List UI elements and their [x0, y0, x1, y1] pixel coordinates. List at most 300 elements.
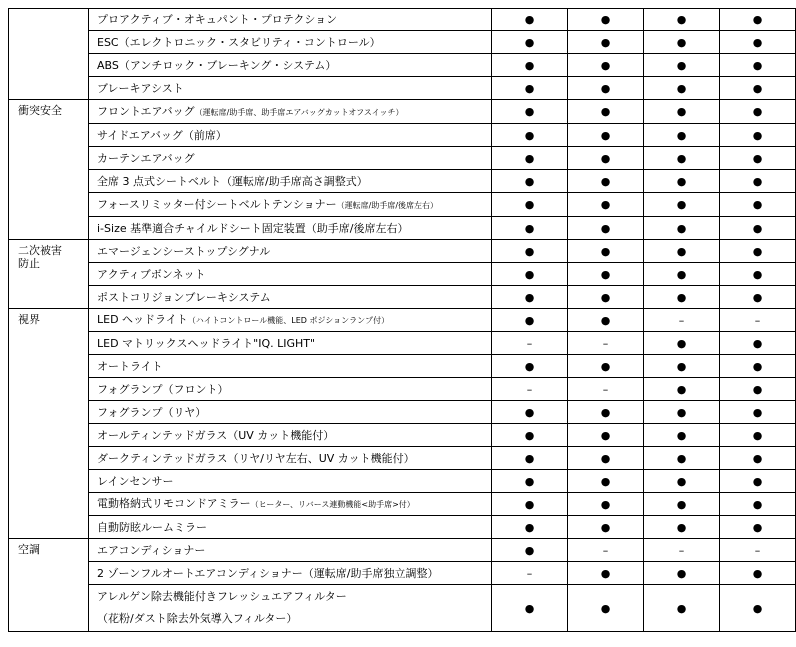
- table-row: [9, 424, 796, 447]
- feature-label: フォグランプ（フロント）: [97, 382, 229, 396]
- dash-icon: –: [602, 543, 609, 557]
- filled-dot-icon: ●: [676, 244, 687, 258]
- feature-cell: [89, 9, 492, 31]
- filled-dot-icon: ●: [676, 267, 687, 281]
- feature-label-line2: （花粉/ダスト除去外気導入フィルター）: [97, 612, 298, 625]
- category-label: 二次被害: [18, 244, 62, 257]
- availability-cell: [568, 309, 644, 332]
- filled-dot-icon: ●: [600, 221, 611, 235]
- feature-cell: [89, 332, 492, 355]
- feature-cell: [89, 424, 492, 447]
- availability-cell: [720, 562, 796, 585]
- feature-note: （ヒーター、リバース連動機能<助手席>付）: [250, 500, 415, 509]
- availability-cell: [492, 77, 568, 100]
- feature-cell: [89, 585, 492, 632]
- feature-label: アクティブボンネット: [97, 267, 206, 281]
- availability-cell: [720, 240, 796, 263]
- filled-dot-icon: ●: [752, 151, 763, 165]
- filled-dot-icon: ●: [600, 428, 611, 442]
- filled-dot-icon: ●: [600, 359, 611, 373]
- filled-dot-icon: ●: [600, 105, 611, 118]
- filled-dot-icon: ●: [524, 35, 535, 49]
- feature-note: （運転席/助手席、助手席エアバッグカットオフスイッチ）: [194, 107, 404, 117]
- feature-cell: [89, 54, 492, 77]
- filled-dot-icon: ●: [524, 13, 535, 26]
- filled-dot-icon: ●: [752, 81, 763, 95]
- filled-dot-icon: ●: [524, 601, 535, 615]
- availability-cell: [568, 170, 644, 193]
- availability-cell: [720, 9, 796, 31]
- feature-cell: [89, 309, 492, 332]
- availability-cell: [644, 470, 720, 493]
- filled-dot-icon: ●: [752, 428, 763, 442]
- feature-label: フォースリミッター付シートベルトテンショナー: [97, 197, 337, 211]
- feature-cell: [89, 493, 492, 516]
- availability-cell: [644, 124, 720, 147]
- feature-label: エマージェンシーストップシグナル: [97, 244, 271, 258]
- filled-dot-icon: ●: [524, 313, 535, 327]
- feature-cell: [89, 240, 492, 263]
- category-label: 衝突安全: [18, 104, 62, 117]
- filled-dot-icon: ●: [752, 520, 763, 534]
- filled-dot-icon: ●: [752, 13, 763, 26]
- availability-cell: [492, 240, 568, 263]
- filled-dot-icon: ●: [676, 566, 687, 580]
- availability-cell: [644, 447, 720, 470]
- availability-cell: [720, 516, 796, 539]
- feature-label: レインセンサー: [97, 474, 174, 488]
- table-row: [9, 493, 796, 516]
- availability-cell: [492, 100, 568, 124]
- availability-cell: [568, 263, 644, 286]
- filled-dot-icon: ●: [676, 497, 687, 511]
- filled-dot-icon: ●: [524, 520, 535, 534]
- availability-cell: [644, 263, 720, 286]
- availability-cell: [568, 31, 644, 54]
- filled-dot-icon: ●: [676, 198, 687, 211]
- availability-cell: [644, 77, 720, 100]
- availability-cell: [492, 424, 568, 447]
- table-row: [9, 263, 796, 286]
- availability-cell: [492, 124, 568, 147]
- filled-dot-icon: ●: [524, 359, 535, 373]
- dash-icon: –: [678, 543, 685, 557]
- filled-dot-icon: ●: [524, 290, 535, 304]
- availability-cell: [492, 309, 568, 332]
- availability-cell: [568, 493, 644, 516]
- feature-label: LED ヘッドライト: [97, 313, 188, 326]
- table-row: [9, 100, 796, 124]
- availability-cell: [492, 31, 568, 54]
- filled-dot-icon: ●: [676, 105, 687, 118]
- availability-cell: [644, 9, 720, 31]
- table-row: [9, 77, 796, 100]
- filled-dot-icon: ●: [524, 474, 535, 488]
- availability-cell: [720, 100, 796, 124]
- filled-dot-icon: ●: [752, 601, 763, 615]
- availability-cell: [720, 401, 796, 424]
- filled-dot-icon: ●: [752, 382, 763, 396]
- availability-cell: [720, 447, 796, 470]
- table-row: [9, 585, 796, 632]
- filled-dot-icon: ●: [524, 497, 535, 511]
- availability-cell: [720, 424, 796, 447]
- table-row: [9, 170, 796, 193]
- availability-cell: [720, 286, 796, 309]
- availability-cell: [644, 585, 720, 632]
- filled-dot-icon: ●: [676, 520, 687, 534]
- availability-cell: [492, 585, 568, 632]
- availability-cell: [568, 516, 644, 539]
- availability-cell: [644, 401, 720, 424]
- filled-dot-icon: ●: [676, 336, 687, 350]
- filled-dot-icon: ●: [600, 267, 611, 281]
- filled-dot-icon: ●: [524, 128, 535, 142]
- table-row: [9, 562, 796, 585]
- availability-cell: [568, 147, 644, 170]
- filled-dot-icon: ●: [676, 290, 687, 304]
- filled-dot-icon: ●: [676, 601, 687, 615]
- availability-cell: [720, 147, 796, 170]
- filled-dot-icon: ●: [600, 497, 611, 511]
- availability-cell: [568, 539, 644, 562]
- availability-cell: [492, 447, 568, 470]
- feature-label: 全席 3 点式シートベルト（運転席/助手席高さ調整式）: [97, 174, 368, 188]
- table-row: [9, 217, 796, 240]
- availability-cell: [720, 124, 796, 147]
- filled-dot-icon: ●: [524, 543, 535, 557]
- availability-cell: [568, 124, 644, 147]
- table-row: [9, 447, 796, 470]
- availability-cell: [568, 193, 644, 217]
- feature-label: ダークティンテッドガラス（リヤ/リヤ左右、UV カット機能付）: [97, 451, 415, 465]
- availability-cell: [720, 309, 796, 332]
- spec-table-body: [9, 9, 796, 632]
- filled-dot-icon: ●: [600, 198, 611, 211]
- filled-dot-icon: ●: [600, 566, 611, 580]
- availability-cell: [644, 378, 720, 401]
- feature-label: プロアクティブ・オキュパント・プロテクション: [97, 13, 338, 26]
- availability-cell: [644, 170, 720, 193]
- availability-cell: [720, 355, 796, 378]
- availability-cell: [492, 562, 568, 585]
- filled-dot-icon: ●: [676, 35, 687, 49]
- filled-dot-icon: ●: [676, 359, 687, 373]
- availability-cell: [568, 77, 644, 100]
- availability-cell: [568, 585, 644, 632]
- dash-icon: –: [526, 382, 533, 396]
- availability-cell: [492, 263, 568, 286]
- filled-dot-icon: ●: [676, 428, 687, 442]
- availability-cell: [720, 31, 796, 54]
- availability-cell: [720, 77, 796, 100]
- availability-cell: [644, 240, 720, 263]
- feature-note: （ハイトコントロール機能、LED ポジションランプ付）: [187, 316, 390, 325]
- availability-cell: [568, 9, 644, 31]
- table-row: [9, 401, 796, 424]
- availability-cell: [720, 585, 796, 632]
- availability-cell: [644, 424, 720, 447]
- availability-cell: [644, 493, 720, 516]
- availability-cell: [644, 516, 720, 539]
- availability-cell: [568, 217, 644, 240]
- table-row: [9, 516, 796, 539]
- feature-label: i-Size 基準適合チャイルドシート固定装置（助手席/後席左右）: [97, 221, 409, 235]
- availability-cell: [720, 378, 796, 401]
- feature-cell: [89, 562, 492, 585]
- feature-cell: [89, 539, 492, 562]
- category-label: 視界: [18, 313, 40, 326]
- filled-dot-icon: ●: [752, 336, 763, 350]
- filled-dot-icon: ●: [600, 35, 611, 49]
- feature-label: エアコンディショナー: [97, 543, 206, 557]
- availability-cell: [568, 100, 644, 124]
- filled-dot-icon: ●: [600, 290, 611, 304]
- feature-cell: [89, 447, 492, 470]
- feature-cell: [89, 31, 492, 54]
- availability-cell: [720, 263, 796, 286]
- feature-label: オートライト: [97, 359, 163, 373]
- filled-dot-icon: ●: [524, 405, 535, 419]
- table-row: [9, 147, 796, 170]
- table-row: [9, 193, 796, 217]
- feature-label: オールティンテッドガラス（UV カット機能付）: [97, 428, 335, 442]
- availability-cell: [720, 493, 796, 516]
- filled-dot-icon: ●: [600, 474, 611, 488]
- availability-cell: [568, 401, 644, 424]
- filled-dot-icon: ●: [600, 601, 611, 615]
- feature-cell: [89, 286, 492, 309]
- category-cell: [9, 100, 89, 240]
- feature-label: LED マトリックスヘッドライト"IQ. LIGHT": [97, 336, 316, 350]
- availability-cell: [568, 286, 644, 309]
- table-row: [9, 332, 796, 355]
- filled-dot-icon: ●: [752, 359, 763, 373]
- filled-dot-icon: ●: [752, 58, 763, 72]
- filled-dot-icon: ●: [676, 81, 687, 95]
- feature-label: 電動格納式リモコンドアミラー: [97, 497, 251, 510]
- availability-cell: [492, 193, 568, 217]
- filled-dot-icon: ●: [676, 382, 687, 396]
- filled-dot-icon: ●: [752, 474, 763, 488]
- filled-dot-icon: ●: [676, 58, 687, 72]
- filled-dot-icon: ●: [676, 174, 687, 188]
- availability-cell: [492, 401, 568, 424]
- feature-cell: [89, 516, 492, 539]
- dash-icon: –: [754, 313, 761, 327]
- table-row: [9, 470, 796, 493]
- availability-cell: [644, 309, 720, 332]
- filled-dot-icon: ●: [600, 244, 611, 258]
- filled-dot-icon: ●: [600, 128, 611, 142]
- filled-dot-icon: ●: [752, 290, 763, 304]
- filled-dot-icon: ●: [600, 58, 611, 72]
- availability-cell: [492, 516, 568, 539]
- filled-dot-icon: ●: [524, 151, 535, 165]
- filled-dot-icon: ●: [524, 105, 535, 118]
- availability-cell: [492, 539, 568, 562]
- feature-label: ブレーキアシスト: [97, 81, 184, 95]
- dash-icon: –: [526, 566, 533, 580]
- filled-dot-icon: ●: [524, 198, 535, 211]
- availability-cell: [644, 100, 720, 124]
- availability-cell: [492, 493, 568, 516]
- filled-dot-icon: ●: [524, 451, 535, 465]
- feature-label: サイドエアバッグ（前席）: [97, 128, 227, 142]
- feature-cell: [89, 355, 492, 378]
- filled-dot-icon: ●: [600, 151, 611, 165]
- feature-label: ESC（エレクトロニック・スタビリティ・コントロール）: [97, 35, 381, 49]
- filled-dot-icon: ●: [752, 566, 763, 580]
- availability-cell: [492, 9, 568, 31]
- filled-dot-icon: ●: [752, 128, 763, 142]
- feature-cell: [89, 263, 492, 286]
- availability-cell: [644, 539, 720, 562]
- filled-dot-icon: ●: [752, 221, 763, 235]
- availability-cell: [644, 54, 720, 77]
- availability-cell: [568, 447, 644, 470]
- availability-cell: [720, 54, 796, 77]
- feature-label: フォグランプ（リヤ）: [97, 405, 207, 419]
- dash-icon: –: [602, 382, 609, 396]
- availability-cell: [492, 355, 568, 378]
- filled-dot-icon: ●: [524, 267, 535, 281]
- feature-cell: [89, 401, 492, 424]
- availability-cell: [492, 170, 568, 193]
- availability-cell: [644, 147, 720, 170]
- feature-label: 自動防眩ルームミラー: [97, 520, 207, 534]
- availability-cell: [644, 332, 720, 355]
- availability-cell: [644, 193, 720, 217]
- table-row: [9, 378, 796, 401]
- availability-cell: [720, 470, 796, 493]
- filled-dot-icon: ●: [752, 267, 763, 281]
- feature-label: ポストコリジョンブレーキシステム: [97, 290, 271, 304]
- filled-dot-icon: ●: [524, 244, 535, 258]
- table-row: [9, 31, 796, 54]
- availability-cell: [644, 562, 720, 585]
- filled-dot-icon: ●: [524, 81, 535, 95]
- availability-cell: [568, 332, 644, 355]
- availability-cell: [720, 539, 796, 562]
- category-cell: [9, 309, 89, 539]
- availability-cell: [644, 355, 720, 378]
- filled-dot-icon: ●: [524, 174, 535, 188]
- feature-cell: [89, 217, 492, 240]
- filled-dot-icon: ●: [524, 221, 535, 235]
- availability-cell: [568, 355, 644, 378]
- category-label: 空調: [18, 543, 40, 556]
- feature-label: アレルゲン除去機能付きフレッシュエアフィルター: [97, 590, 347, 603]
- filled-dot-icon: ●: [524, 428, 535, 442]
- dash-icon: –: [678, 313, 685, 327]
- category-label: 防止: [18, 257, 40, 270]
- filled-dot-icon: ●: [752, 198, 763, 211]
- category-cell: [9, 9, 89, 100]
- table-row: [9, 54, 796, 77]
- equipment-spec-table: [8, 8, 796, 632]
- feature-cell: [89, 100, 492, 124]
- filled-dot-icon: ●: [752, 174, 763, 188]
- feature-cell: [89, 170, 492, 193]
- feature-note: （運転席/助手席/後席左右）: [336, 200, 439, 210]
- availability-cell: [644, 31, 720, 54]
- availability-cell: [492, 332, 568, 355]
- availability-cell: [720, 193, 796, 217]
- feature-cell: [89, 77, 492, 100]
- availability-cell: [492, 54, 568, 77]
- feature-label: ABS（アンチロック・ブレーキング・システム）: [97, 58, 337, 72]
- table-row: [9, 539, 796, 562]
- table-row: [9, 309, 796, 332]
- dash-icon: –: [526, 336, 533, 350]
- table-row: [9, 9, 796, 31]
- filled-dot-icon: ●: [752, 105, 763, 118]
- feature-cell: [89, 193, 492, 217]
- availability-cell: [720, 217, 796, 240]
- table-row: [9, 355, 796, 378]
- availability-cell: [492, 470, 568, 493]
- availability-cell: [720, 170, 796, 193]
- table-row: [9, 240, 796, 263]
- filled-dot-icon: ●: [676, 474, 687, 488]
- filled-dot-icon: ●: [600, 13, 611, 26]
- availability-cell: [568, 378, 644, 401]
- dash-icon: –: [602, 336, 609, 350]
- filled-dot-icon: ●: [600, 174, 611, 188]
- filled-dot-icon: ●: [752, 497, 763, 511]
- availability-cell: [568, 562, 644, 585]
- feature-label: 2 ゾーンフルオートエアコンディショナー（運転席/助手席独立調整）: [97, 566, 439, 580]
- filled-dot-icon: ●: [600, 520, 611, 534]
- table-row: [9, 286, 796, 309]
- filled-dot-icon: ●: [676, 151, 687, 165]
- availability-cell: [644, 217, 720, 240]
- availability-cell: [492, 286, 568, 309]
- filled-dot-icon: ●: [752, 451, 763, 465]
- filled-dot-icon: ●: [752, 244, 763, 258]
- availability-cell: [644, 286, 720, 309]
- feature-label: フロントエアバッグ: [97, 104, 195, 118]
- table-row: [9, 124, 796, 147]
- filled-dot-icon: ●: [676, 128, 687, 142]
- filled-dot-icon: ●: [676, 221, 687, 235]
- feature-label: カーテンエアバッグ: [97, 151, 195, 165]
- filled-dot-icon: ●: [676, 451, 687, 465]
- feature-cell: [89, 378, 492, 401]
- availability-cell: [568, 470, 644, 493]
- availability-cell: [568, 424, 644, 447]
- filled-dot-icon: ●: [676, 405, 687, 419]
- availability-cell: [720, 332, 796, 355]
- filled-dot-icon: ●: [752, 405, 763, 419]
- availability-cell: [492, 217, 568, 240]
- availability-cell: [492, 147, 568, 170]
- filled-dot-icon: ●: [600, 81, 611, 95]
- availability-cell: [568, 54, 644, 77]
- filled-dot-icon: ●: [600, 451, 611, 465]
- filled-dot-icon: ●: [676, 13, 687, 26]
- availability-cell: [568, 240, 644, 263]
- availability-cell: [492, 378, 568, 401]
- feature-cell: [89, 147, 492, 170]
- filled-dot-icon: ●: [600, 405, 611, 419]
- category-cell: [9, 539, 89, 632]
- filled-dot-icon: ●: [524, 58, 535, 72]
- filled-dot-icon: ●: [600, 313, 611, 327]
- filled-dot-icon: ●: [752, 35, 763, 49]
- feature-cell: [89, 124, 492, 147]
